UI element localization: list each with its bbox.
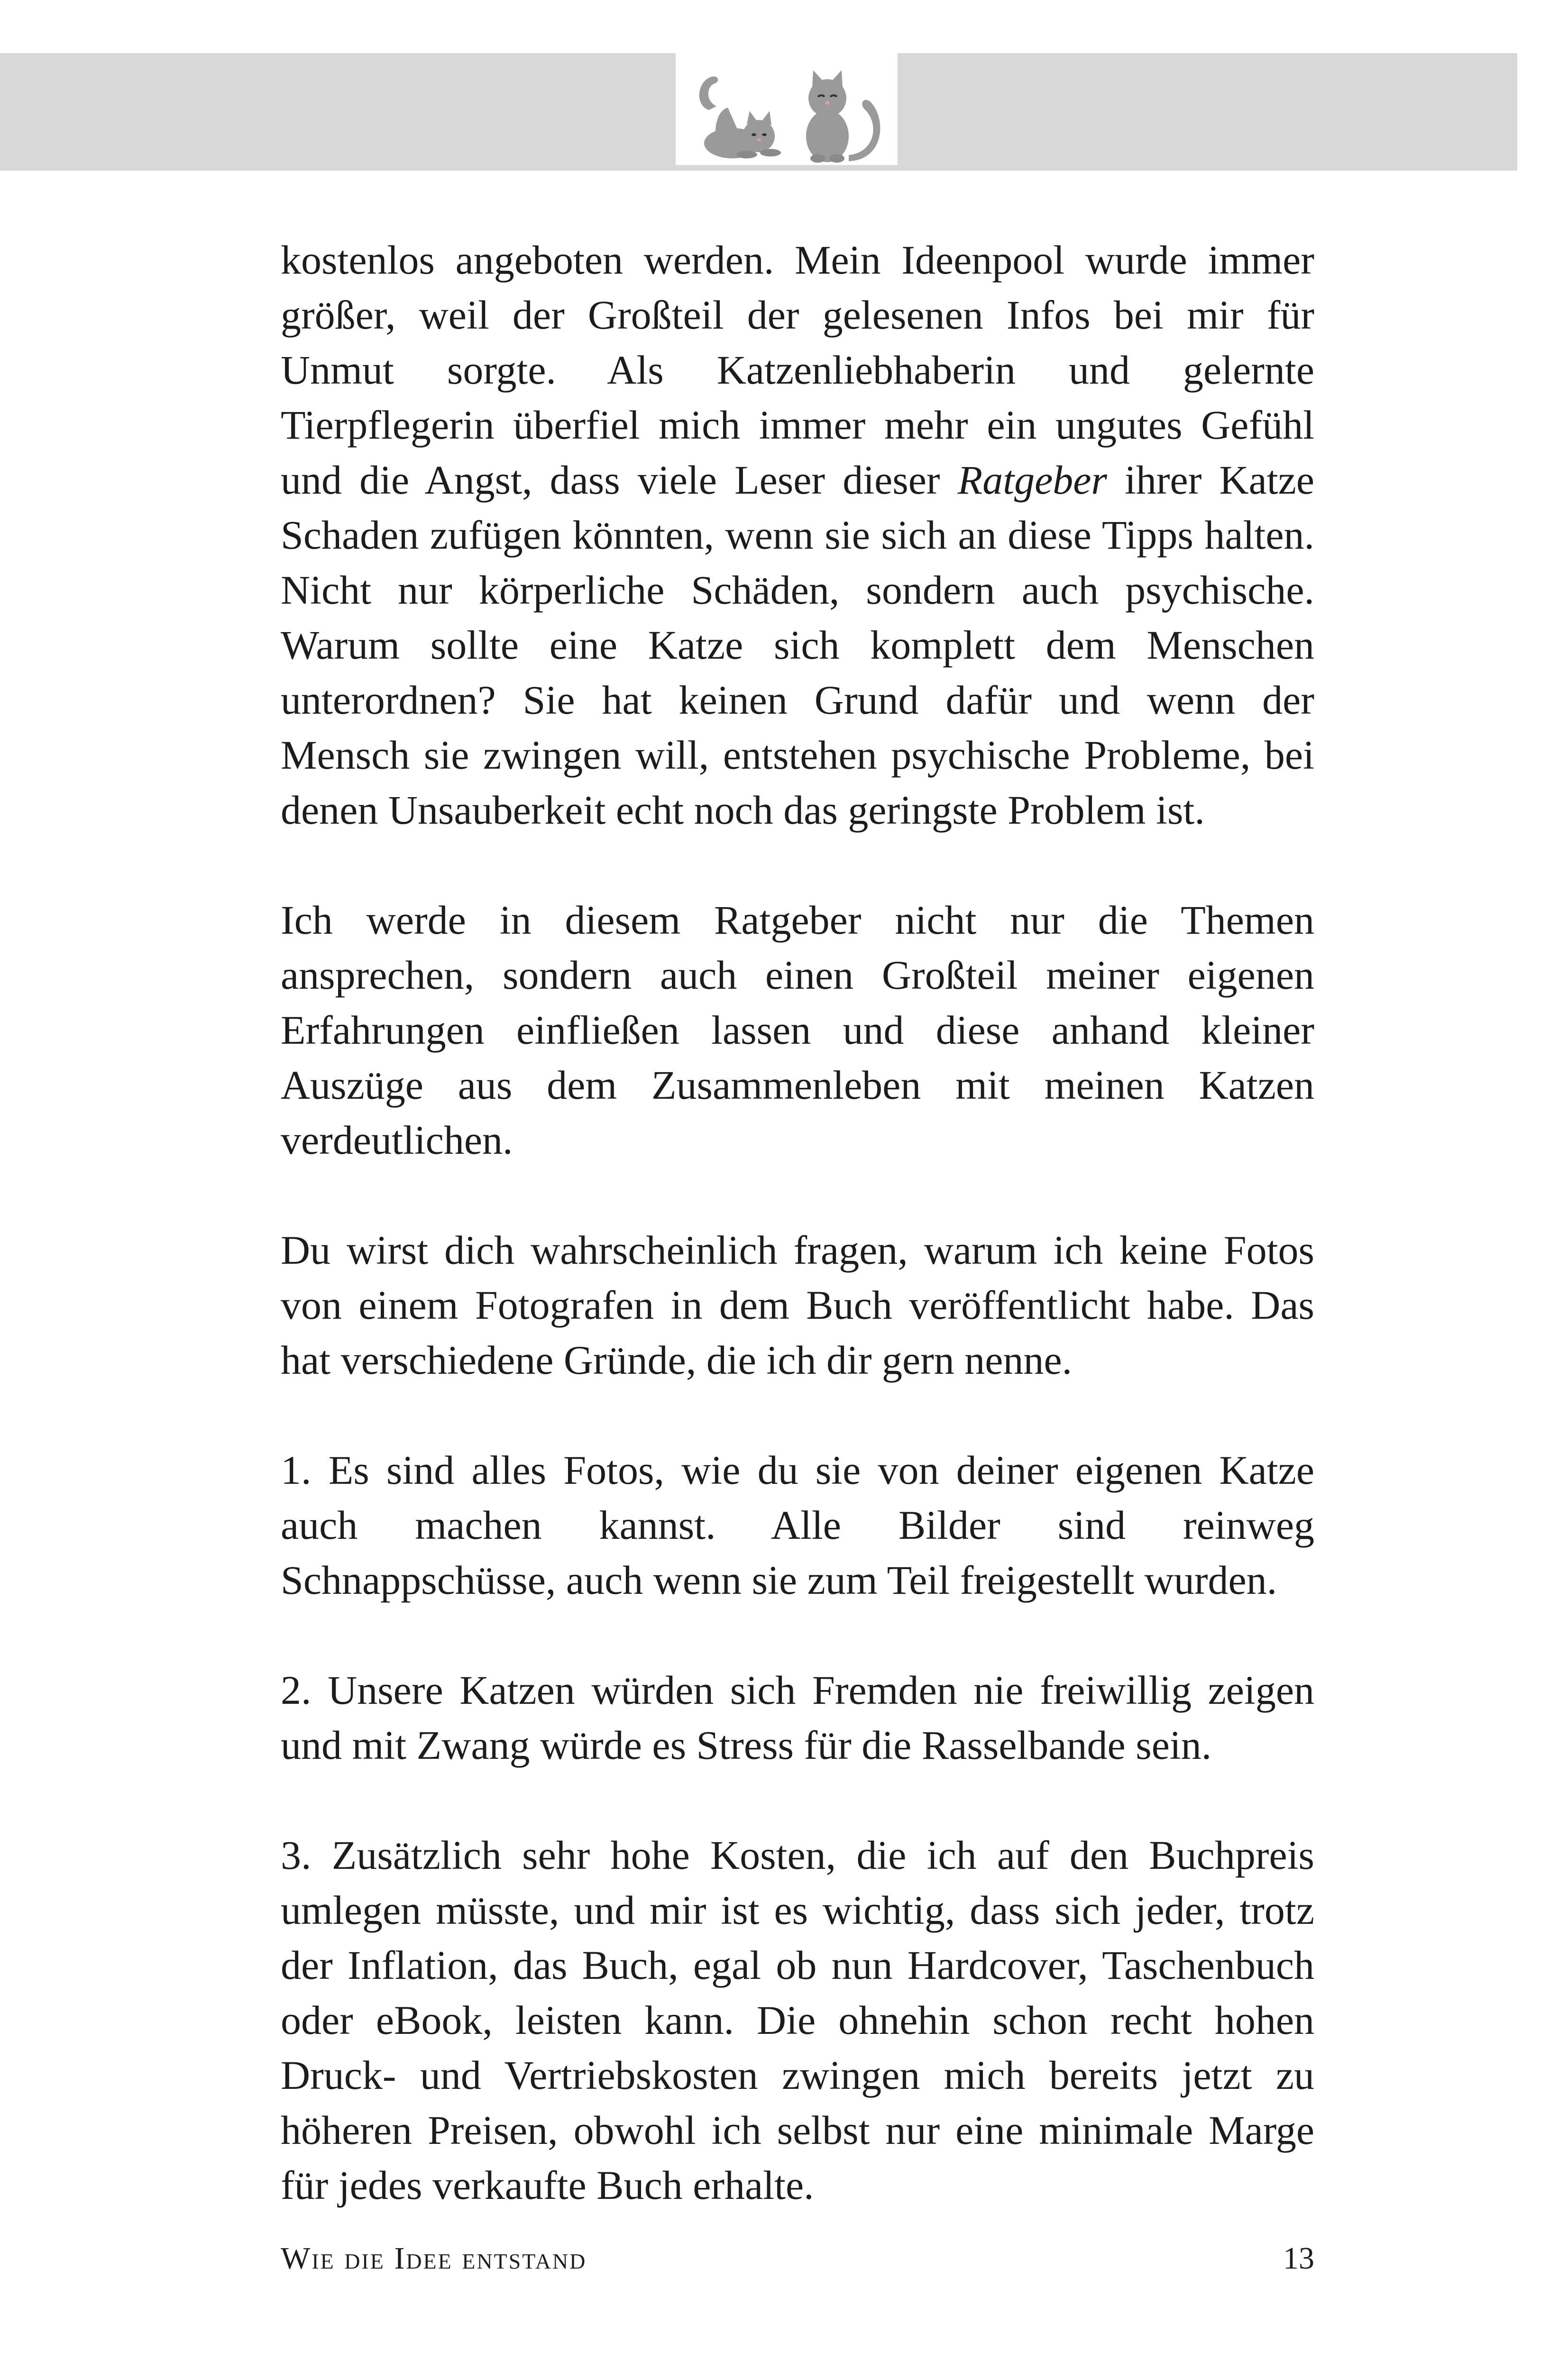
paragraph-5: 2. Unsere Katzen würden sich Fremden nie freiwillig zeigen und mit Zwang würde es Stress für die Rasselbande sein.: [281, 1667, 1314, 1768]
italic-term: Ratgeber: [957, 457, 1107, 503]
paragraph-2: Ich werde in diesem Ratgeber nicht nur die Themen ansprechen, sondern auch einen Großteil meiner eigenen Erfahrungen einfließen lassen und diese anhand kleiner Auszüge aus dem Zusammenleben mit meinen Katzen verdeutlichen.: [281, 897, 1314, 1163]
page-number: 13: [1283, 2241, 1314, 2276]
paragraph-6: 3. Zusätzlich sehr hohe Kosten, die ich auf den Buchpreis umlegen müsste, und mir ist es wichtig, dass sich jeder, trotz der Inflation, das Buch, egal ob nun Hardcover, Taschenbuch oder eBook, leisten kann. Die ohnehin schon recht hohen Druck- und Vertriebskosten zwingen mich bereits jetzt zu höheren Preisen, obwohl ich selbst nur eine minimale Marge für jedes verkaufte Buch erhalte.: [281, 1832, 1314, 2208]
body-text: [281, 232, 1314, 2213]
paragraph-1: kostenlos angeboten werden. Mein Ideenpool wurde immer größer, weil der Großteil der gelesenen Infos bei mir für Unmut sorgte. Als Katzenliebhaberin und gelernte Tierpflegerin überfiel mich immer mehr ein ungutes Gefühl und die Angst, dass viele Leser dieser Ratgeber ihrer Katze Schaden zufügen könnten, wenn sie sich an diese Tipps halten. Nicht nur körperliche Schäden, sondern auch psychische. Warum sollte eine Katze sich komplett dem Menschen unterordnen? Sie hat keinen Grund dafür und wenn der Mensch sie zwingen will, entstehen psychische Probleme, bei denen Unsauberkeit echt noch das geringste Problem ist.: [281, 237, 1314, 833]
paragraph-4: 1. Es sind alles Fotos, wie du sie von deiner eigenen Katze auch machen kannst. Alle Bilder sind reinweg Schnappschüsse, auch wenn sie zum Teil freigestellt wurden.: [281, 1447, 1314, 1603]
paragraph-3: Du wirst dich wahrscheinlich fragen, warum ich keine Fotos von einem Fotografen in dem Buch veröffentlicht habe. Das hat verschiedene Gründe, die ich dir gern nenne.: [281, 1227, 1314, 1383]
chapter-title: Wie die Idee entstand: [281, 2241, 587, 2276]
two-cats-icon: [676, 53, 898, 165]
